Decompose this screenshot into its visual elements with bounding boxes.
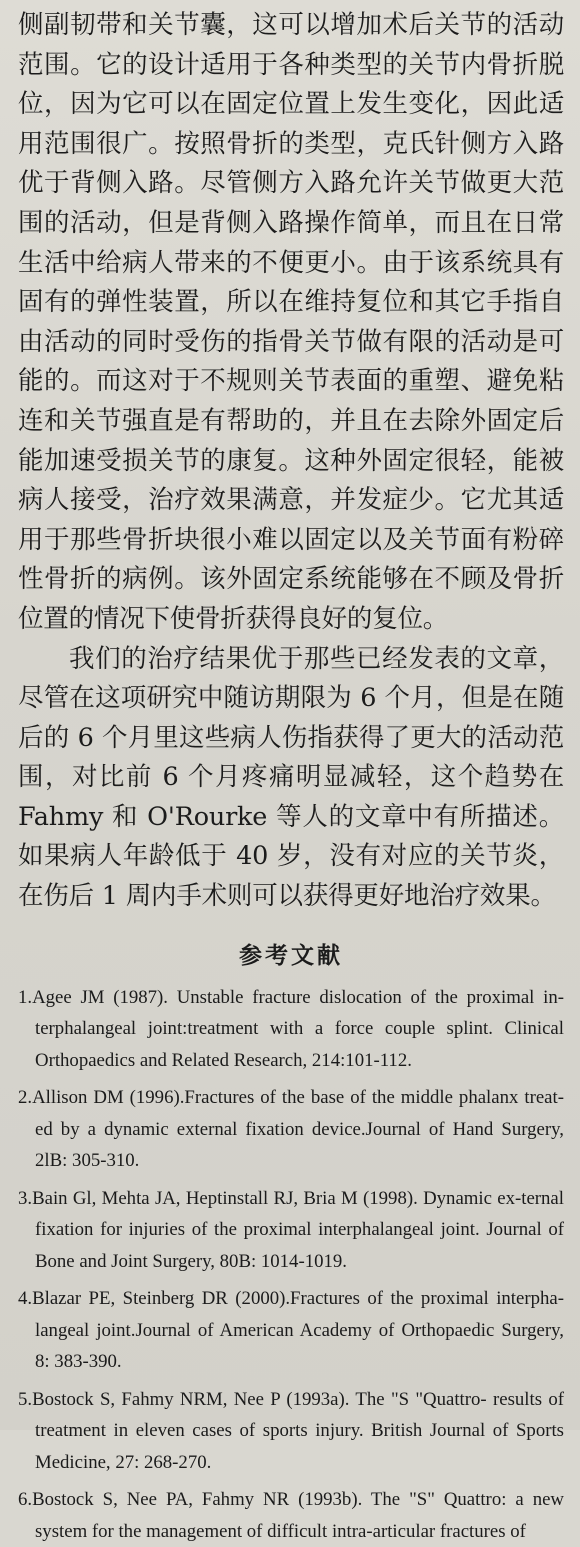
- references-heading: 参考文献: [239, 942, 343, 969]
- reference-item: 4.Blazar PE, Steinberg DR (2000).Fractures of the proximal interpha-langeal joint.Journal of American Academy of Orthopaedic Surgery, 8: 383-390.: [18, 1288, 564, 1373]
- paragraph-2: 我们的治疗结果优于那些已经发表的文章，尽管在这项研究中随访期限为 6 个月，但是在随后的 6 个月里这些病人伤指获得了更大的活动范围，对比前 6 个月疼痛明显减轻，这个趋势在 Fahmy 和 O'Rourke 等人的文章中有所描述。如果病人年龄低于 40 岁，没有对应的关节炎，在伤后 1 周内手术则可以获得更好地治疗效果。: [18, 643, 564, 912]
- reference-item: 2.Allison DM (1996).Fractures of the base of the middle phalanx treat-ed by a dynamic external fixation device.Journal of Hand Surgery, 2lB: 305-310.: [18, 1087, 564, 1172]
- reference-item: 3.Bain Gl, Mehta JA, Heptinstall RJ, Bria M (1998). Dynamic ex-ternal fixation for injuries of the proximal interphalangeal joint. Journal of Bone and Joint Surgery, 80B: 1014-1019.: [18, 1187, 564, 1272]
- article-body: [18, 6, 564, 917]
- paragraph-1: 侧副韧带和关节囊，这可以增加术后关节的活动范围。它的设计适用于各种类型的关节内骨折脱位，因为它可以在固定位置上发生变化，因此适用范围很广。按照骨折的类型，克氏针侧方入路优于背侧入路。尽管侧方入路允许关节做更大范围的活动，但是背侧入路操作简单，而且在日常生活中给病人带来的不便更小。由于该系统具有固有的弹性装置，所以在维持复位和其它手指自由活动的同时受伤的指骨关节做有限的活动是可能的。而这对于不规则关节表面的重塑、避免粘连和关节强直是有帮助的，并且在去除外固定后能加速受损关节的康复。这种外固定很轻，能被病人接受，治疗效果满意，并发症少。它尤其适用于那些骨折块很小难以固定以及关节面有粉碎性骨折的病例。该外固定系统能够在不顾及骨折位置的情况下使骨折获得良好的复位。: [18, 10, 564, 634]
- reference-item: 5.Bostock S, Fahmy NRM, Nee P (1993a). The "S "Quattro- results of treatment in eleven cases of sports injury. British Journal of Sports Medicine, 27: 268-270.: [18, 1388, 564, 1473]
- references-list: [18, 982, 564, 1547]
- reference-item: 1.Agee JM (1987). Unstable fracture dislocation of the proximal in-terphalangeal joint:treatment with a force couple splint. Clinical Orthopaedics and Related Research, 214:101-112.: [18, 986, 564, 1071]
- reference-item: 6.Bostock S, Nee PA, Fahmy NR (1993b). The "S" Quattro: a new system for the management of difficult intra-articular fractures of: [18, 1489, 564, 1542]
